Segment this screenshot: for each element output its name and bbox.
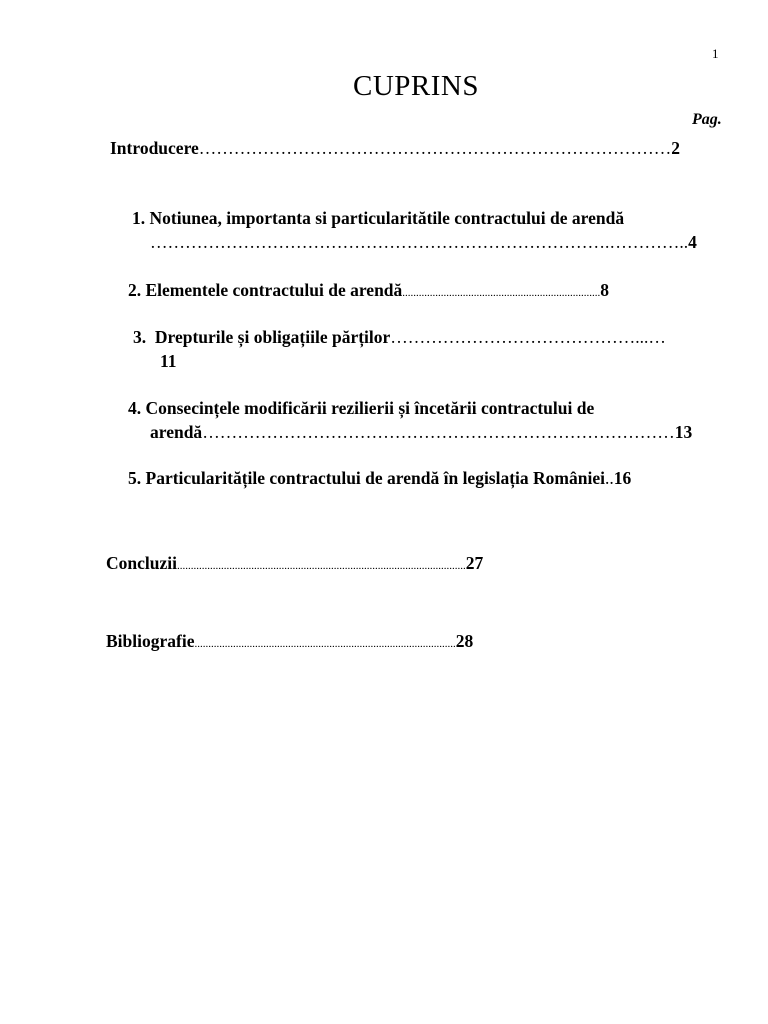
toc-entry-conclusions[interactable] [106, 552, 483, 578]
toc-page-number: 27 [465, 553, 484, 573]
toc-entry-bibliography[interactable] [106, 630, 473, 656]
toc-entry-label: Consecințele modificării rezilierii și încetării contractului de [145, 398, 595, 418]
toc-page-number: 8 [600, 280, 610, 300]
toc-dot-leader: …………………………………………………………………….………….. [150, 232, 689, 252]
toc-page-number: 2 [671, 138, 681, 158]
toc-page-number: 11 [160, 351, 177, 371]
toc-entry-introduction[interactable] [110, 137, 680, 160]
toc-dot-leader: .. [605, 468, 614, 488]
toc-dot-leader: ......................................................................................................... [176, 560, 466, 572]
page-title: CUPRINS [353, 70, 479, 102]
toc-entry-chapter-4-continued[interactable] [150, 421, 692, 444]
page-column-label: Pag. [692, 111, 722, 128]
toc-entry-label: Introducere [110, 138, 199, 158]
page-number: 1 [712, 46, 719, 61]
toc-page-number: 28 [455, 631, 474, 651]
toc-entry-chapter-1[interactable] [132, 207, 624, 230]
toc-entry-number: 3. [133, 327, 147, 347]
toc-entry-label: Concluzii [106, 553, 177, 573]
toc-dot-leader: ............................................................................................... [194, 638, 456, 650]
toc-dot-leader: ……………………………………………………………………… [198, 138, 672, 158]
toc-entry-number: 2. [128, 280, 142, 300]
toc-page-number: 16 [613, 468, 632, 488]
toc-entry-chapter-1-leader[interactable] [150, 231, 697, 254]
toc-dot-leader: ……………………………………...… [390, 327, 666, 347]
toc-entry-label: Notiunea, importanta si particularitătile contractului de arendă [149, 208, 625, 228]
toc-entry-chapter-4[interactable] [128, 397, 594, 420]
toc-entry-label: Drepturile și obligațiile părților [154, 327, 391, 347]
toc-entry-chapter-3[interactable] [133, 326, 666, 349]
toc-dot-leader: ........................................................................ [402, 287, 601, 299]
toc-entry-number: 1. [132, 208, 146, 228]
toc-entry-label: arendă [150, 422, 203, 442]
toc-entry-label: Elementele contractului de arendă [145, 280, 403, 300]
toc-entry-number: 4. [128, 398, 142, 418]
toc-entry-label: Bibliografie [106, 631, 195, 651]
toc-entry-number: 5. [128, 468, 142, 488]
toc-dot-leader: ……………………………………………………………………… [202, 422, 675, 442]
toc-page-number: 13 [674, 422, 693, 442]
toc-entry-label: Particularitățile contractului de arendă în legislația României [145, 468, 605, 488]
toc-entry-chapter-2[interactable] [128, 279, 609, 305]
toc-page-number: 4 [688, 232, 697, 252]
toc-entry-chapter-3-page[interactable] [160, 350, 177, 373]
toc-entry-chapter-5[interactable] [128, 467, 631, 490]
